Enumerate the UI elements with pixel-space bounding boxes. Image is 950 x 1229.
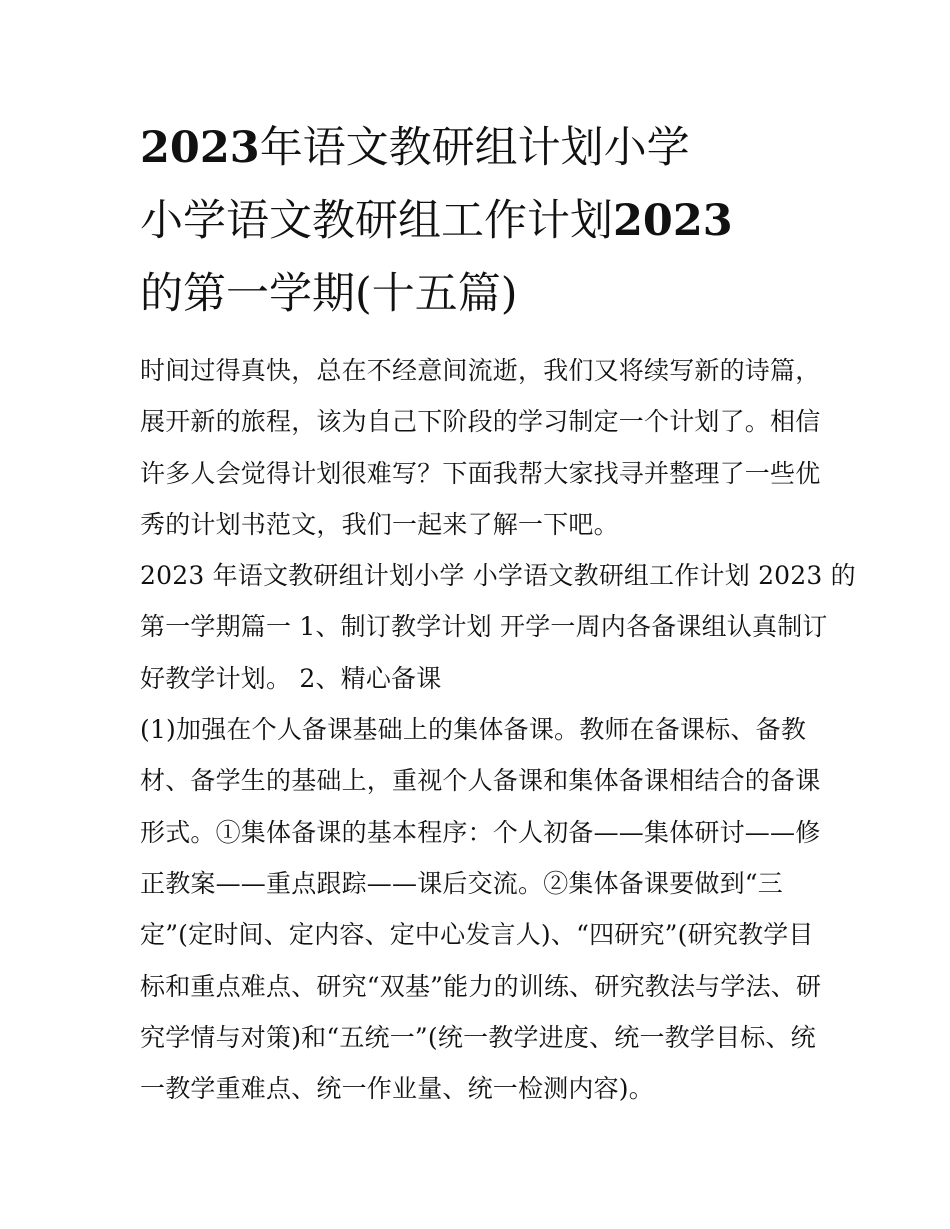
text-line: 标和重点难点、研究“双基”能力的训练、研究教法与学法、研	[140, 971, 822, 1001]
paragraph-plan-1	[140, 550, 856, 704]
title-line-2-text: 小学语文教研组工作计划	[140, 196, 613, 246]
title-line-2	[140, 185, 820, 258]
paragraph-lesson-prep	[140, 704, 820, 1114]
text-line: 材、备学生的基础上，重视个人备课和集体备课相结合的备课	[140, 766, 821, 796]
title-year: 2023	[140, 123, 260, 173]
title-year-2: 2023	[613, 196, 733, 246]
text-line: 定”(定时间、定内容、定中心发言人)、“四研究”(研究教学目	[140, 920, 814, 950]
text-line: 秀的计划书范文，我们一起来了解一下吧。	[140, 509, 619, 539]
title-line-3: 的第一学期(十五篇)	[140, 269, 518, 319]
text-line: 一教学重难点、统一作业量、统一检测内容)。	[140, 1074, 654, 1104]
document-page	[140, 112, 856, 1114]
text-line: 好教学计划。 2、精心备课	[140, 663, 442, 693]
text-line: (1)加强在个人备课基础上的集体备课。教师在备课标、备教	[140, 715, 807, 745]
text-line: 第一学期篇一 1、制订教学计划 开学一周内各备课组认真制订	[140, 612, 828, 642]
paragraph-intro	[140, 345, 820, 550]
document-body	[140, 345, 856, 1114]
text-line: 究学情与对策)和“五统一”(统一教学进度、统一教学目标、统	[140, 1022, 816, 1052]
text-line: 形式。①集体备课的基本程序：个人初备——集体研讨——修	[140, 817, 821, 847]
text-line: 正教案——重点跟踪——课后交流。②集体备课要做到“三	[140, 868, 783, 898]
text-line: 时间过得真快，总在不经意间流逝，我们又将续写新的诗篇，	[140, 356, 821, 385]
title-line-1-text: 年语文教研组计划小学	[259, 123, 690, 173]
text-line: 2023 年语文教研组计划小学 小学语文教研组工作计划 2023 的	[140, 561, 856, 591]
document-title	[140, 112, 820, 331]
text-line: 许多人会觉得计划很难写？下面我帮大家找寻并整理了一些优	[140, 458, 821, 488]
text-line: 展开新的旅程，该为自己下阶段的学习制定一个计划了。相信	[140, 407, 821, 437]
title-line-1	[140, 112, 820, 185]
